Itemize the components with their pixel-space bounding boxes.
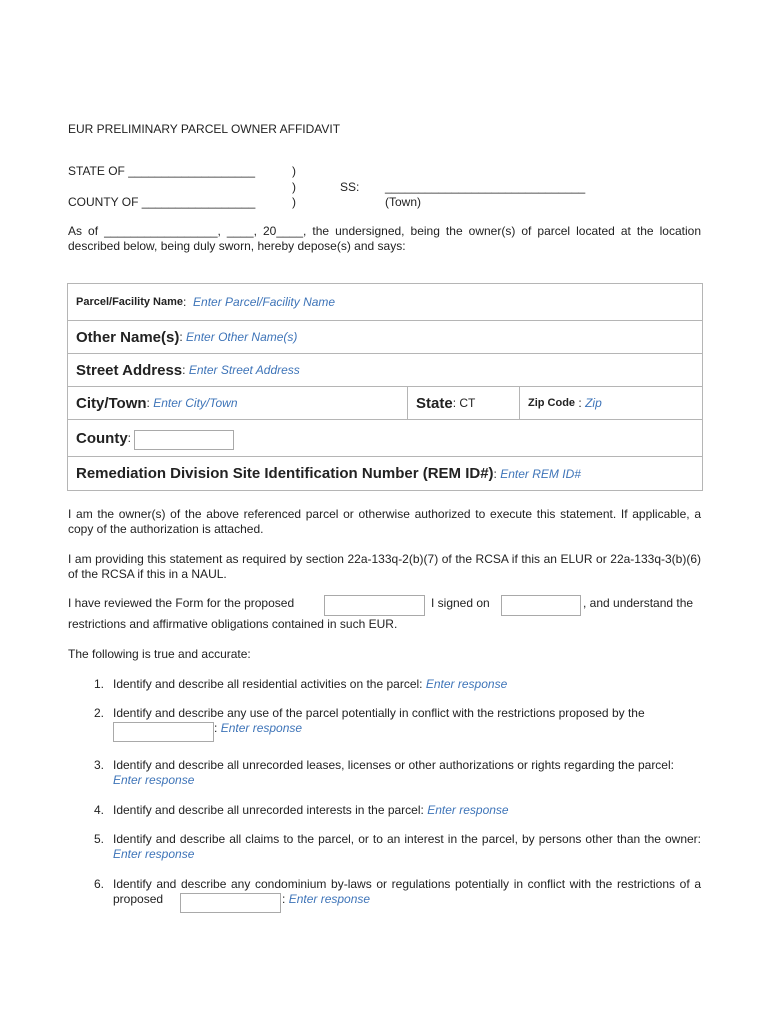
county-of-line: COUNTY OF _________________ bbox=[68, 195, 256, 209]
page-title: EUR PRELIMINARY PARCEL OWNER AFFIDAVIT bbox=[68, 122, 341, 136]
other-names-input[interactable]: Enter Other Name(s) bbox=[186, 330, 298, 344]
response-input[interactable]: Enter response bbox=[113, 773, 195, 787]
other-names-label: Other Name(s) bbox=[76, 328, 180, 346]
signed-date-input[interactable] bbox=[501, 595, 581, 616]
city-label: City/Town bbox=[76, 394, 147, 412]
authorization-paragraph: I am the owner(s) of the above referenced parcel or otherwise authorized to execute this statement. If applicable, a copy of the authorization is attached. bbox=[68, 507, 701, 536]
zip-input[interactable]: Zip bbox=[585, 396, 602, 410]
county-row: County : bbox=[68, 420, 702, 457]
town-line: ______________________________ bbox=[385, 180, 586, 194]
rem-id-label: Remediation Division Site Identification Number (REM ID#) bbox=[76, 465, 494, 482]
city-state-zip-row: City/Town : Enter City/Town State : CT Zip Code : Zip bbox=[68, 387, 702, 420]
street-address-label: Street Address bbox=[76, 361, 183, 379]
response-input[interactable]: Enter response bbox=[425, 677, 508, 691]
zip-label: Zip Code bbox=[528, 397, 576, 409]
street-address-row: Street Address : Enter Street Address bbox=[68, 354, 702, 387]
paren-2: ) bbox=[292, 180, 296, 194]
rem-id-row: Remediation Division Site Identification Number (REM ID#) : Enter REM ID# bbox=[76, 465, 581, 482]
response-input[interactable]: Enter response bbox=[220, 721, 303, 735]
parcel-name-row: Parcel/Facility Name : Enter Parcel/Facility Name bbox=[68, 284, 702, 321]
county-label: County bbox=[76, 429, 128, 447]
reviewed-text-a: I have reviewed the Form for the proposed bbox=[68, 596, 295, 610]
parcel-info-table bbox=[67, 283, 703, 491]
parcel-name-label: Parcel/Facility Name bbox=[76, 296, 184, 308]
paren-3: ) bbox=[292, 195, 296, 209]
reviewed-text-d: restrictions and affirmative obligations contained in such EUR. bbox=[68, 617, 398, 631]
town-caption: (Town) bbox=[385, 195, 422, 209]
parcel-name-input[interactable]: Enter Parcel/Facility Name bbox=[193, 295, 336, 309]
city-input[interactable]: Enter City/Town bbox=[153, 396, 238, 410]
county-input[interactable] bbox=[134, 430, 234, 450]
ss-label: SS: bbox=[340, 180, 360, 194]
response-input[interactable]: Enter response bbox=[113, 847, 195, 861]
reviewed-text-b: I signed on bbox=[431, 596, 490, 610]
rem-id-input[interactable]: Enter REM ID# bbox=[500, 466, 581, 481]
intro-paragraph: As of _________________, ____, 20____, the undersigned, being the owner(s) of parcel located at the location described below, being duly sworn, hereby depose(s) and says: bbox=[68, 224, 701, 253]
proposed-eur-input[interactable] bbox=[113, 722, 214, 742]
other-names-row: Other Name(s) : Enter Other Name(s) bbox=[68, 321, 702, 354]
proposed-form-input[interactable] bbox=[324, 595, 425, 616]
response-input[interactable]: Enter response bbox=[427, 803, 509, 817]
state-value: CT bbox=[459, 396, 476, 410]
response-input[interactable]: Enter response bbox=[288, 892, 371, 906]
street-address-input[interactable]: Enter Street Address bbox=[188, 363, 300, 377]
proposed-eur-input-2[interactable] bbox=[180, 893, 281, 913]
statement-paragraph: I am providing this statement as required by section 22a-133q-2(b)(7) of the RCSA if this an ELUR or 22a-133q-3(b)(6) of the RCSA if this in a NAUL. bbox=[68, 552, 701, 581]
state-label: State bbox=[416, 394, 453, 412]
paren-1: ) bbox=[292, 164, 296, 178]
true-accurate-heading: The following is true and accurate: bbox=[68, 647, 251, 661]
reviewed-text-c: , and understand the bbox=[583, 596, 694, 610]
state-of-line: STATE OF ___________________ bbox=[68, 164, 256, 178]
